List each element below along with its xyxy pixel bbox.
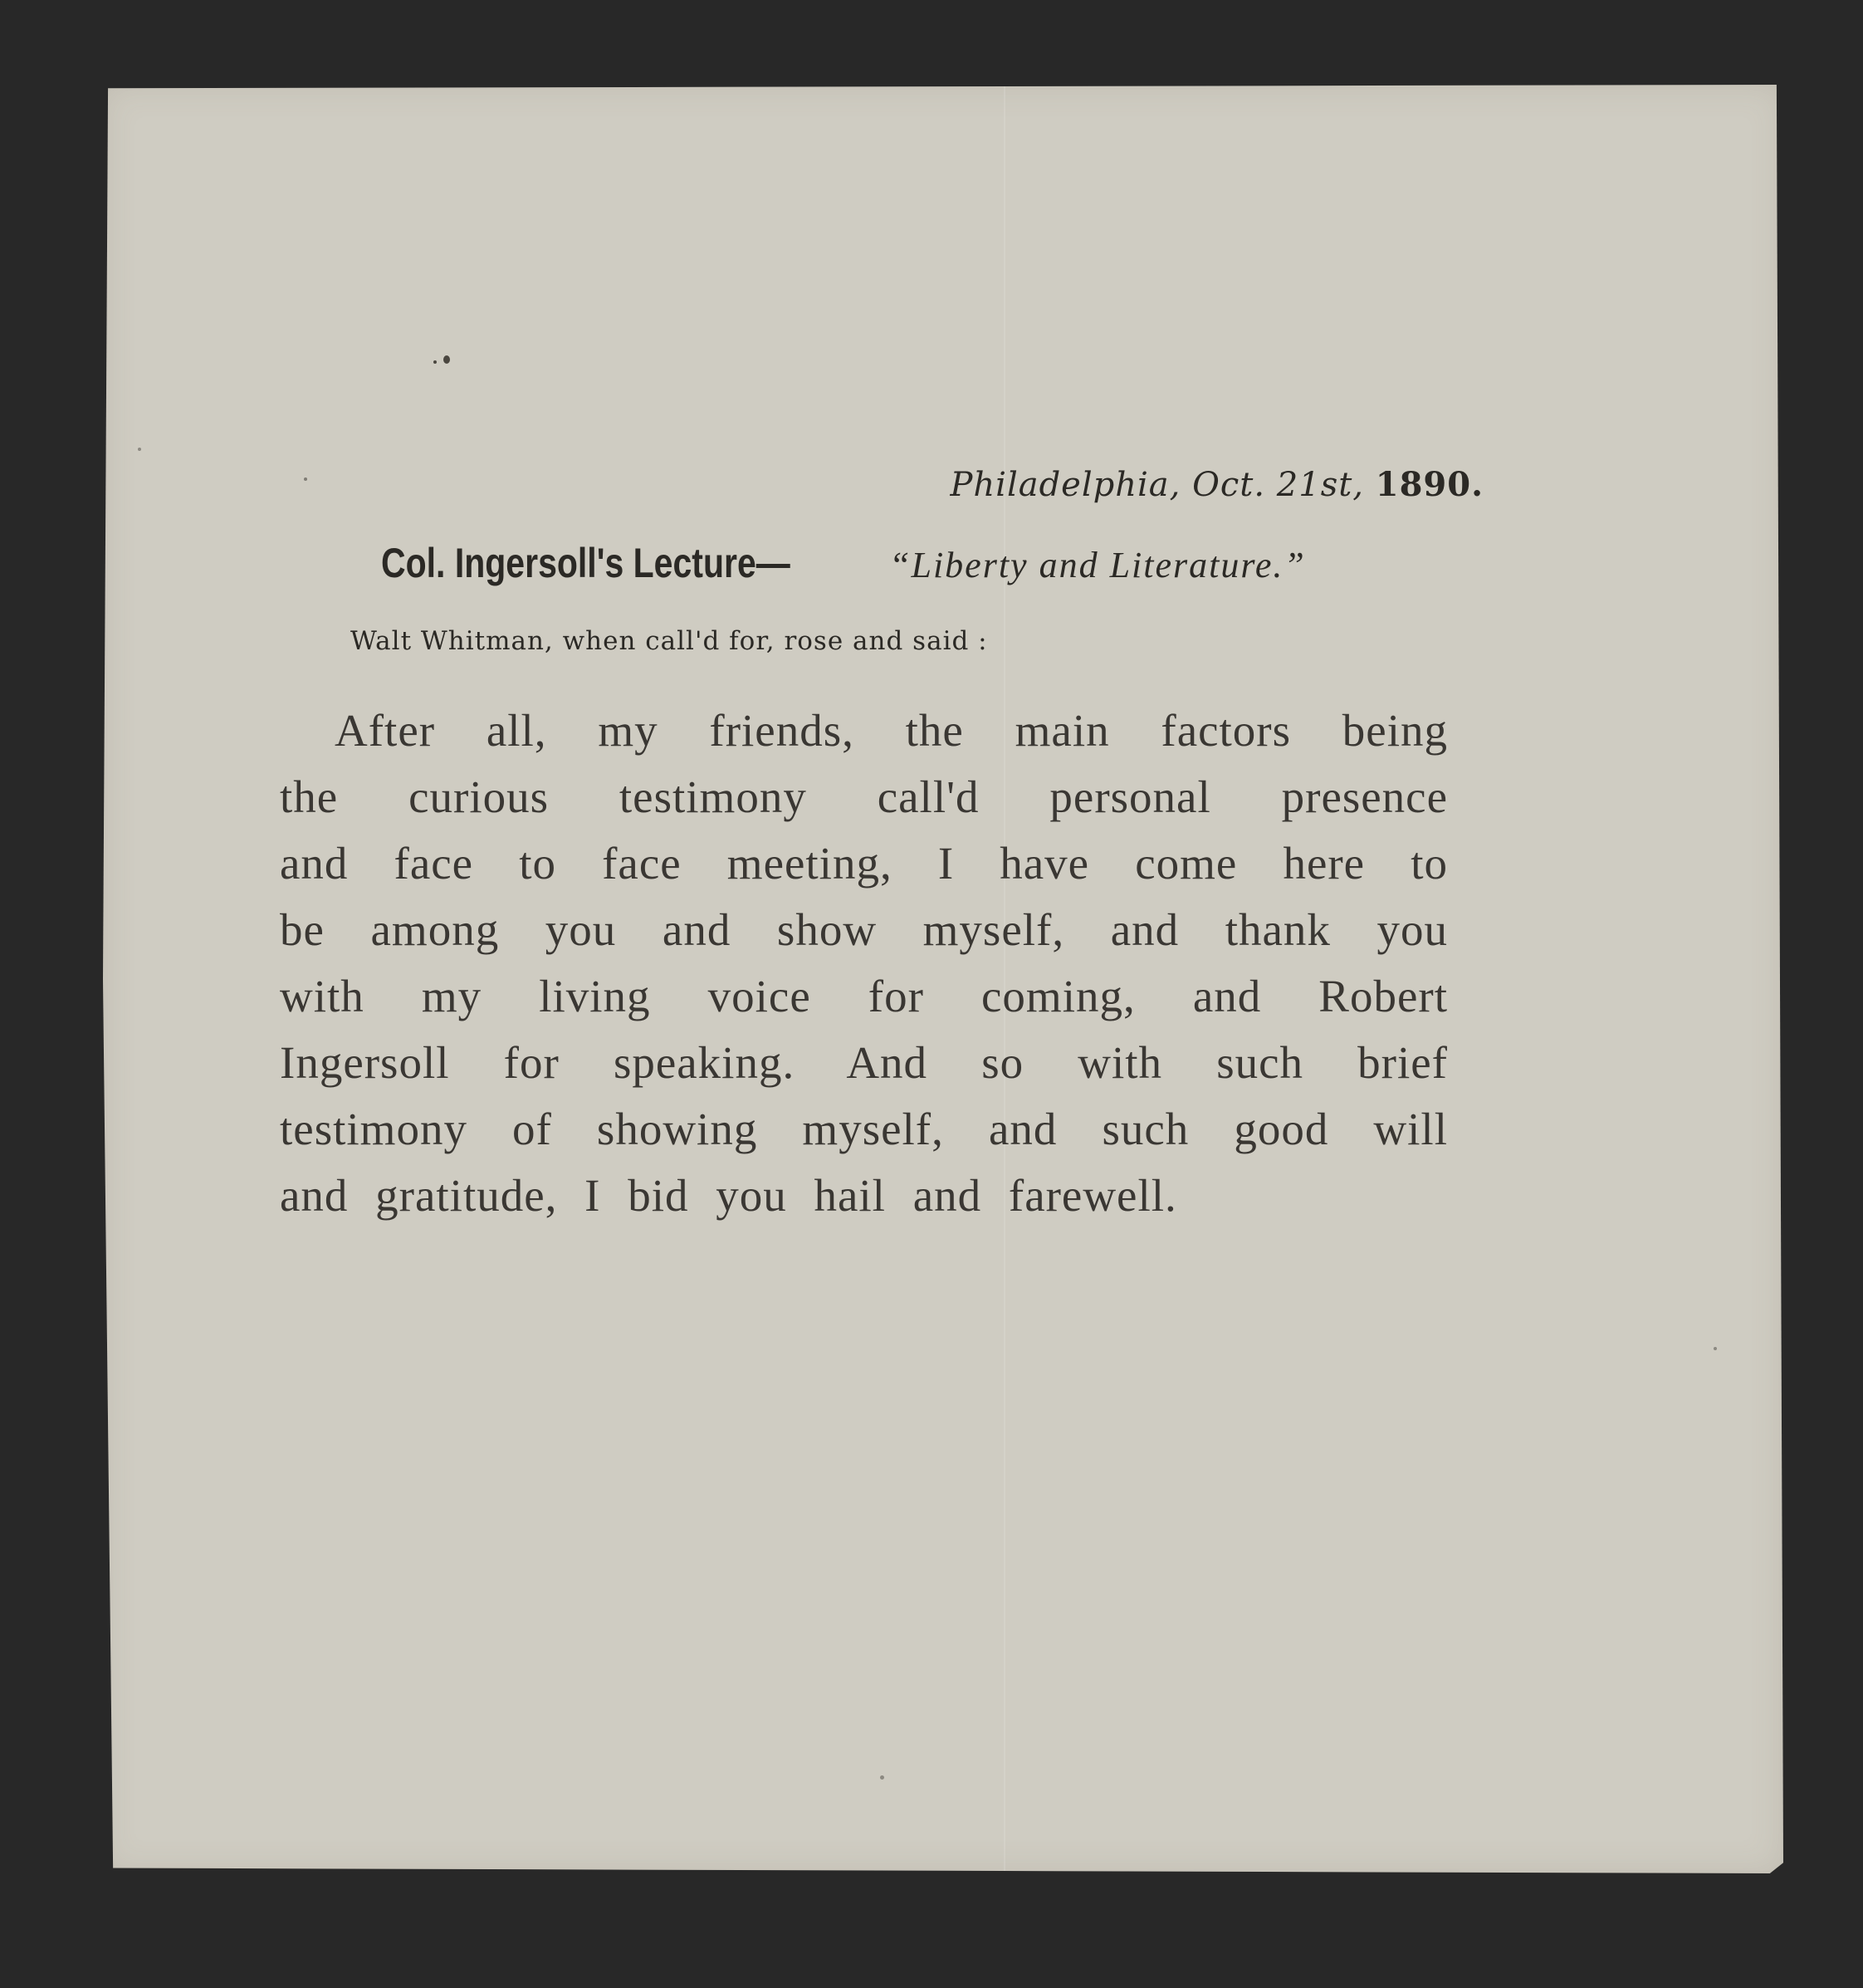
lecture-name: Col. Ingersoll's Lecture—: [381, 540, 790, 586]
speech-line: After all, my friends, the main factors being: [335, 705, 1448, 756]
dateline-place: Philadelphia,: [950, 466, 1181, 504]
ink-speck: [443, 355, 450, 364]
ink-speck: [138, 448, 141, 451]
ink-speck: [1714, 1347, 1717, 1350]
speech-line: testimony of showing myself, and such good will: [280, 1104, 1448, 1154]
speech-line: Ingersoll for speaking. And so with such brief: [280, 1037, 1448, 1088]
speech-body: [280, 698, 1448, 1229]
dateline-date: Oct. 21st,: [1192, 466, 1365, 504]
lecture-header: [381, 539, 1306, 587]
speech-line: and gratitude, I bid you hail and farewell.: [280, 1170, 1177, 1221]
intro-line: Walt Whitman, when call'd for, rose and said :: [350, 626, 988, 656]
ink-speck: [880, 1775, 884, 1780]
speech-line: the curious testimony call'd personal presence: [280, 771, 1448, 822]
ink-speck: [433, 360, 437, 364]
speech-line: and face to face meeting, I have come here to: [280, 838, 1448, 889]
dateline: [950, 465, 1484, 504]
dateline-year: 1890.: [1375, 465, 1484, 504]
speech-line: be among you and show myself, and thank you: [280, 904, 1448, 955]
speech-line: with my living voice for coming, and Robert: [280, 971, 1448, 1021]
lecture-title: “Liberty and Literature.”: [889, 545, 1306, 585]
ink-speck: [304, 477, 307, 481]
